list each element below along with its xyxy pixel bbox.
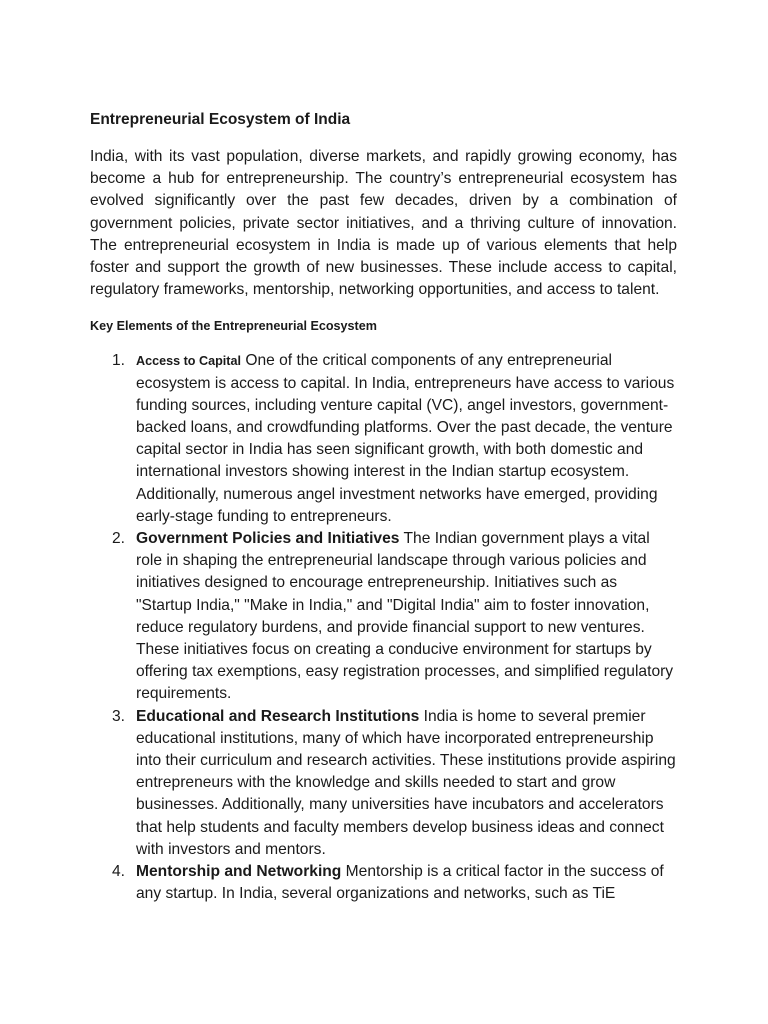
list-item: [90, 861, 677, 905]
section-heading: Key Elements of the Entrepreneurial Ecosystem: [90, 319, 377, 334]
list-item: [90, 706, 677, 861]
list-item-body: One of the critical components of any entrepreneurial ecosystem is access to capital. In India, entrepreneurs have access to various funding sources, including venture capital (VC), angel investors, government-backed loans, and crowdfunding platforms. Over the past decade, the venture capital sector in India has seen significant growth, with both domestic and international investors showing interest in the Indian startup ecosystem. Additionally, numerous angel investment networks have emerged, providing early-stage funding to entrepreneurs.: [136, 352, 675, 525]
list-item-lead: Government Policies and Initiatives: [136, 530, 400, 548]
key-elements-list: [90, 350, 677, 905]
list-item-number: 2.: [112, 530, 126, 548]
list-item-lead: Access to Capital: [136, 354, 241, 369]
document-title: Entrepreneurial Ecosystem of India: [90, 111, 351, 128]
list-item-body: Mentorship is a critical factor in the success of any startup. In India, several organizations and networks, such as TiE: [136, 863, 664, 903]
list-item: [90, 528, 677, 706]
document-page: [90, 109, 677, 906]
list-item-number: 4.: [112, 863, 126, 881]
list-item-lead: Mentorship and Networking: [136, 863, 342, 881]
list-item-number: 3.: [112, 707, 126, 725]
list-item-number: 1.: [112, 352, 126, 370]
list-item-lead: Educational and Research Institutions: [136, 707, 420, 725]
list-item: [90, 350, 677, 528]
list-item-body: India is home to several premier educational institutions, many of which have incorporated entrepreneurship into their curriculum and research activities. These institutions provide aspiring entrepreneurs with the knowledge and skills needed to start and grow businesses. Additionally, many universities have incubators and accelerators that help students and faculty members develop business ideas and connect with investors and mentors.: [136, 707, 676, 858]
intro-paragraph: India, with its vast population, diverse markets, and rapidly growing economy, has become a hub for entrepreneurship. The country’s entrepreneurial ecosystem has evolved significantly over the past few decades, driven by a combination of government policies, private sector initiatives, and a thriving culture of innovation. The entrepreneurial ecosystem in India is made up of various elements that help foster and support the growth of new businesses. These include access to capital, regulatory frameworks, mentorship, networking opportunities, and access to talent.: [90, 148, 677, 299]
list-item-body: The Indian government plays a vital role in shaping the entrepreneurial landscape through various policies and initiatives designed to encourage entrepreneurship. Initiatives such as "Startup India," "Make in India," and "Digital India" aim to foster innovation, reduce regulatory burdens, and provide financial support to new ventures. These initiatives focus on creating a conducive environment for startups by offering tax exemptions, easy registration processes, and simplified regulatory requirements.: [136, 530, 674, 703]
